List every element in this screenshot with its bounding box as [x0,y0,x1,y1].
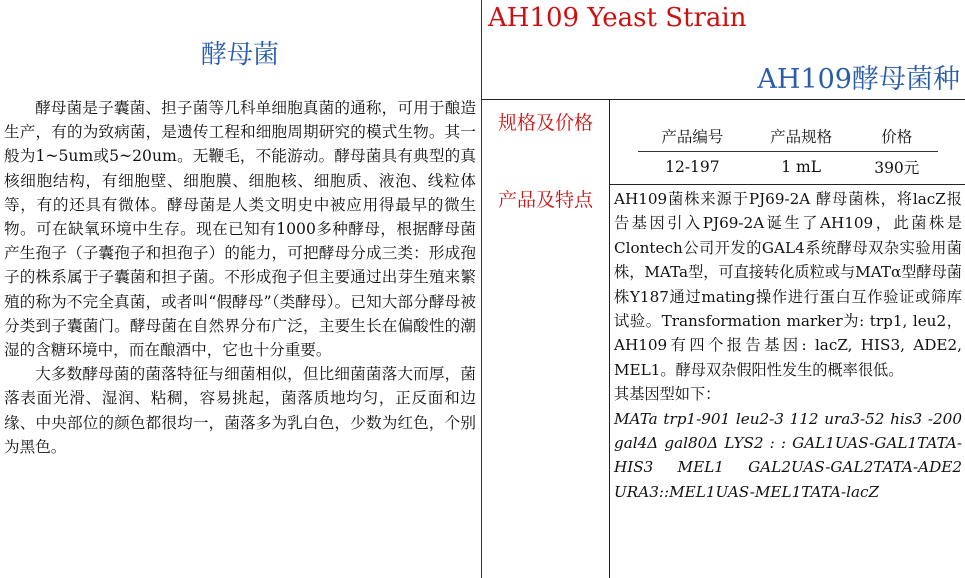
cell-product-spec: 1 mL [781,158,822,176]
divider [610,184,965,185]
product-content [609,99,965,578]
feature-description: AH109菌株来源于PJ69-2A 酵母菌株，将lacZ报告基因引入PJ69-2A诞生了AH109，此菌株是Clontech公司开发的GAL4系统酵母双杂实验用菌株，MATa型，可直接转化质粒或与MATα型酵母菌株Y187通过mating操作进行蛋白互作验证或筛库试验。Transformation marker为: trp1, leu2，AH109有四个报告基因: lacZ, HIS3, ADE2, MEL1。酵母双杂假阳性发生的概率很低。 [614,190,962,379]
cell-product-code: 12-197 [665,158,720,176]
product-features [614,187,962,504]
intro-text [4,96,476,459]
product-panel [481,0,965,578]
product-title-cn: AH109酵母菌种 [757,64,960,95]
header-product-spec: 产品规格 [747,123,856,152]
spec-table [638,123,938,178]
left-panel [0,0,480,578]
genotype-text: MATa trp1-901 leu2-3 112 ura3-52 his3 -200 gal4Δ gal80Δ LYS2 : : GAL1UAS-GAL1TATA-HIS3 MEL1 GAL2UAS-GAL2TATA-ADE2 URA3::MEL1UAS-MEL1TATA-lacZ [614,409,962,501]
product-features-label: 产品及特点 [498,189,594,211]
spec-table-header-row [638,123,938,152]
intro-paragraph-2: 大多数酵母菌的菌落特征与细菌相似，但比细菌菌落大而厚，菌落表面光滑、湿润、粘稠，容易挑起，菌落质地均匀，正反面和边缘、中央部位的颜色都很均一，菌落多为乳白色，少数为红色，个别为黑色。 [4,365,476,456]
spec-price-label: 规格及价格 [498,112,594,134]
product-title-en: AH109 Yeast Strain [488,3,747,33]
intro-paragraph-1: 酵母菌是子囊菌、担子菌等几科单细胞真菌的通称，可用于酿造生产，有的为致病菌，是遗传工程和细胞周期研究的模式生物。其一般为1~5um或5~20um。无鞭毛，不能游动。酵母菌具有典型的真核细胞结构，有细胞壁、细胞膜、细胞核、细胞质、液泡、线粒体等，有的还具有微体。酵母菌是人类文明史中被应用得最早的微生物。可在缺氧环境中生存。现在已知有1000多种酵母，根据酵母菌产生孢子（子囊孢子和担孢子）的能力，可把酵母分成三类：形成孢子的株系属于子囊菌和担子菌。不形成孢子但主要通过出芽生殖来繁殖的称为不完全真菌，或者叫“假酵母”（类酵母）。已知大部分酵母被分类到子囊菌门。酵母菌在自然界分布广泛，主要生长在偏酸性的潮湿的含糖环境中，而在酿酒中，它也十分重要。 [4,99,476,360]
header-price: 价格 [856,123,939,152]
page-title: 酵母菌 [200,40,279,70]
header-product-code: 产品编号 [638,123,747,152]
genotype-label: 其基因型如下： [614,385,721,404]
table-row [638,152,938,179]
cell-price: 390元 [874,159,920,177]
